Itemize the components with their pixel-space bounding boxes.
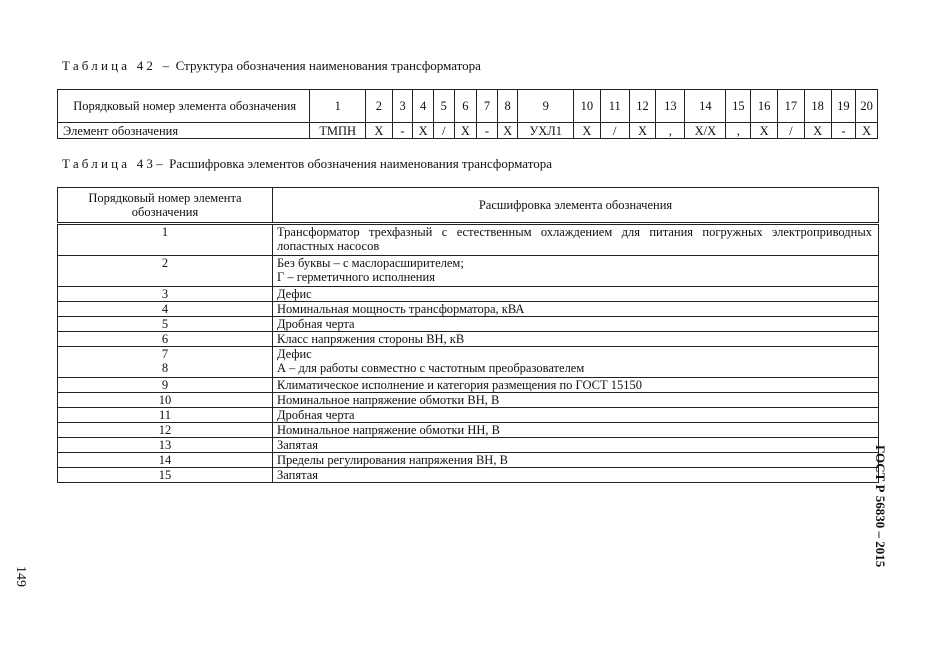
table-row xyxy=(58,317,879,332)
row-number: 8 xyxy=(161,361,169,375)
table-42-element-cell: Х xyxy=(413,123,434,139)
row-description: Запятая xyxy=(273,438,879,453)
table-42-number-cell: 20 xyxy=(856,90,878,123)
row-description: Климатическое исполнение и категория размещения по ГОСТ 15150 xyxy=(273,378,879,393)
row-number: 13 xyxy=(58,438,273,453)
row-number: 6 xyxy=(58,332,273,347)
row-number: 2 xyxy=(58,256,273,287)
table-42-title: Структура обозначения наименования трансформатора xyxy=(175,58,481,73)
row-description xyxy=(273,256,879,287)
row-description: Номинальная мощность трансформатора, кВА xyxy=(273,302,879,317)
table-42-number-cell: 8 xyxy=(497,90,518,123)
table-42-number-cell: 14 xyxy=(685,90,726,123)
table-42-element-cell: Х/Х xyxy=(685,123,726,139)
table-row xyxy=(58,256,879,287)
table-42-number-cell: 1 xyxy=(310,90,366,123)
table-row xyxy=(58,287,879,302)
table-row xyxy=(58,423,879,438)
row-description-line: Г – герметичного исполнения xyxy=(277,270,435,284)
table-row xyxy=(58,468,879,483)
table-row xyxy=(58,438,879,453)
row-description: Дефис xyxy=(273,287,879,302)
table-row xyxy=(58,332,879,347)
row-description: Класс напряжения стороны ВН, кВ xyxy=(273,332,879,347)
row-number-group xyxy=(58,347,273,378)
table-42-element-cell: Х xyxy=(804,123,831,139)
table-row xyxy=(58,302,879,317)
row-description: Номинальное напряжение обмотки НН, В xyxy=(273,423,879,438)
row-number: 10 xyxy=(58,393,273,408)
table-42-dash: – xyxy=(162,58,170,73)
row-description-line: Без буквы – с маслорасширителем; xyxy=(277,256,464,270)
row-description: Дробная черта xyxy=(273,408,879,423)
row-description: Дробная черта xyxy=(273,317,879,332)
table-42-element-cell: Х xyxy=(497,123,518,139)
table-42 xyxy=(57,89,878,139)
table-row xyxy=(58,408,879,423)
table-42-element-cell: - xyxy=(477,123,498,139)
table-42-number-cell: 9 xyxy=(518,90,574,123)
table-43-caption xyxy=(62,156,552,172)
table-42-number-cell: 12 xyxy=(629,90,656,123)
table-42-number-cell: 15 xyxy=(726,90,751,123)
row-description: Пределы регулирования напряжения ВН, В xyxy=(273,453,879,468)
table-42-element-cell: Х xyxy=(574,123,601,139)
table-42-element-cell: Х xyxy=(454,123,477,139)
table-42-element-cell: / xyxy=(777,123,804,139)
row-description: Запятая xyxy=(273,468,879,483)
row-number: 14 xyxy=(58,453,273,468)
table-42-element-cell: Х xyxy=(751,123,778,139)
row-description: Дефис xyxy=(277,347,312,361)
table-42-element-cell: , xyxy=(726,123,751,139)
table-42-number-cell: 7 xyxy=(477,90,498,123)
row-number: 7 xyxy=(161,347,169,361)
table-42-element-cell: / xyxy=(600,123,629,139)
table-42-number-cell: 3 xyxy=(392,90,413,123)
table-42-number-cell: 10 xyxy=(574,90,601,123)
row-number: 15 xyxy=(58,468,273,483)
table-row xyxy=(58,378,879,393)
row-description: А – для работы совместно с частотным преобразователем xyxy=(277,361,585,375)
table-42-element-cell: - xyxy=(392,123,413,139)
row-number: 11 xyxy=(58,408,273,423)
table-42-element-cell: Х xyxy=(366,123,393,139)
table-row xyxy=(58,347,879,378)
table-42-element-cell: - xyxy=(831,123,856,139)
table-43-header-desc: Расшифровка элемента обозначения xyxy=(273,188,879,224)
document-standard-title: ГОСТ Р 56830 – 2015 xyxy=(873,445,888,568)
table-42-element-cell: , xyxy=(656,123,685,139)
table-42-element-row xyxy=(58,123,878,139)
table-43 xyxy=(57,187,879,483)
table-42-number-cell: 17 xyxy=(777,90,804,123)
row-number: 1 xyxy=(58,224,273,256)
table-42-number-cell: 13 xyxy=(656,90,685,123)
table-42-row1-header: Порядковый номер элемента обозначения xyxy=(58,90,310,123)
row-description: Трансформатор трехфазный с естественным охлаждением для питания погружных электроприводных лопастных насосов xyxy=(273,224,879,256)
table-42-element-cell: Х xyxy=(629,123,656,139)
table-row xyxy=(58,393,879,408)
table-42-number-row xyxy=(58,90,878,123)
table-42-number-cell: 5 xyxy=(433,90,454,123)
table-43-dash: – xyxy=(156,156,163,171)
table-42-number-cell: 19 xyxy=(831,90,856,123)
table-42-label: Таблица 42 xyxy=(62,58,157,73)
row-number: 4 xyxy=(58,302,273,317)
row-number: 12 xyxy=(58,423,273,438)
row-number: 3 xyxy=(58,287,273,302)
table-42-element-cell: Х xyxy=(856,123,878,139)
table-42-row2-header: Элемент обозначения xyxy=(58,123,310,139)
table-42-number-cell: 6 xyxy=(454,90,477,123)
row-number: 5 xyxy=(58,317,273,332)
table-42-caption xyxy=(62,58,481,74)
table-43-header-num: Порядковый номер элемента обозначения xyxy=(58,188,273,224)
row-description: Номинальное напряжение обмотки ВН, В xyxy=(273,393,879,408)
row-number: 9 xyxy=(58,378,273,393)
table-row xyxy=(58,224,879,256)
table-43-header-row xyxy=(58,188,879,224)
table-42-element-cell: / xyxy=(433,123,454,139)
table-42-element-cell: ТМПН xyxy=(310,123,366,139)
table-43-label: Таблица 43 xyxy=(62,156,157,171)
table-42-number-cell: 16 xyxy=(751,90,778,123)
table-42-number-cell: 18 xyxy=(804,90,831,123)
page-number: 149 xyxy=(13,566,28,587)
table-42-number-cell: 2 xyxy=(366,90,393,123)
row-description-group xyxy=(273,347,879,378)
table-42-number-cell: 4 xyxy=(413,90,434,123)
table-42-element-cell: УХЛ1 xyxy=(518,123,574,139)
table-43-title: Расшифровка элементов обозначения наименования трансформатора xyxy=(169,156,552,171)
table-42-number-cell: 11 xyxy=(600,90,629,123)
table-row xyxy=(58,453,879,468)
